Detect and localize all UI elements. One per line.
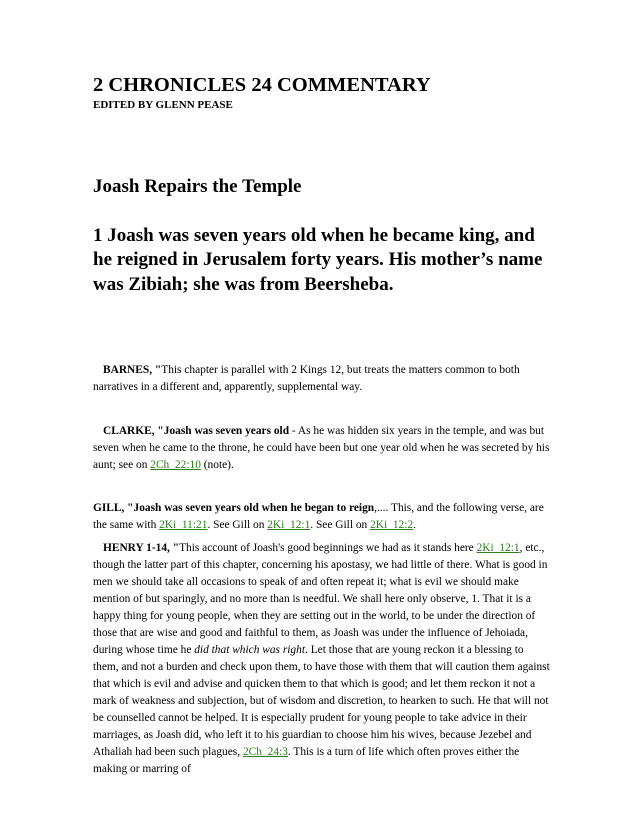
clarke-commentary <box>93 423 551 474</box>
barnes-text: This chapter is parallel with 2 Kings 12, but treats the matters common to both narratives in a different and, apparently, supplemental way. <box>93 364 520 393</box>
gill-scripture-link-2[interactable]: 2Ki_12:1 <box>267 519 311 531</box>
henry-text-3: . Let those that are young reckon it a blessing to them, and not a burden and check upon them, to have those with them that will caution them against that which is evil and advise and quicken them to that which is good; and let them reckon it not a mark of weakness and subjection, but of wisdom and discretion, to hearken to such. He that will not be counselled cannot be helped. It is especially prudent for young people to take advice in their marriages, as Joash did, who left it to his guardian to choose him his wives, because Jezebel and Athaliah had been such plagues, <box>93 644 550 758</box>
document-editor-line: EDITED BY GLENN PEASE <box>93 99 233 111</box>
clarke-text: - As he was hidden six years in the temple, and was but seven when he came to the throne, he could have been but one year old when he was secreted by his aunt; see on <box>93 425 550 471</box>
henry-scripture-link-2[interactable]: 2Ch_24:3 <box>242 746 288 758</box>
clarke-tail: (note). <box>200 459 234 471</box>
gill-commentary <box>93 500 551 534</box>
verse-text: 1 Joash was seven years old when he became king, and he reigned in Jerusalem forty years. His mother’s name was Zibiah; she was from Beersheba. <box>93 225 543 295</box>
henry-label: HENRY 1-14, " <box>103 542 180 554</box>
gill-label: GILL, "Joash was seven years old when he began to reign <box>93 502 375 514</box>
barnes-commentary <box>93 362 551 396</box>
gill-text-1: ,.... This, and the following verse, are the same with <box>93 502 544 531</box>
clarke-scripture-link[interactable]: 2Ch_22:10 <box>150 459 201 471</box>
henry-italic-phrase: did that which was right <box>194 644 305 656</box>
gill-text-3: . See Gill on <box>310 519 371 531</box>
gill-text-4: . <box>413 519 416 531</box>
gill-scripture-link-3[interactable]: 2Ki_12:2 <box>370 519 414 531</box>
henry-scripture-link-1[interactable]: 2Ki_12:1 <box>476 542 520 554</box>
gill-scripture-link-1[interactable]: 2Ki_11:21 <box>159 519 208 531</box>
henry-commentary <box>93 540 551 778</box>
gill-text-2: . See Gill on <box>207 519 268 531</box>
henry-text-4: . This is a turn of life which often proves either the making or marring of <box>93 746 520 775</box>
henry-text-1: This account of Joash's good beginnings we had as it stands here <box>179 542 477 554</box>
clarke-label: CLARKE, "Joash was seven years old <box>103 425 290 437</box>
barnes-label: BARNES, " <box>103 364 162 376</box>
section-heading: Joash Repairs the Temple <box>93 176 302 197</box>
henry-text-2: , etc., though the latter part of this chapter, concerning his apostasy, we had little of there. What is good in men we should take all occasions to speak of and often repeat it; what is evil we should make mention of but sparingly, and no more than is needful. We shall here only observe, 1. That it is a happy thing for young people, when they are setting out in the world, to be under the direction of those that are wise and good and faithful to them, as Joash was under the influence of Jehoiada, during whose time he <box>93 542 548 656</box>
document-title: 2 CHRONICLES 24 COMMENTARY <box>93 74 431 96</box>
